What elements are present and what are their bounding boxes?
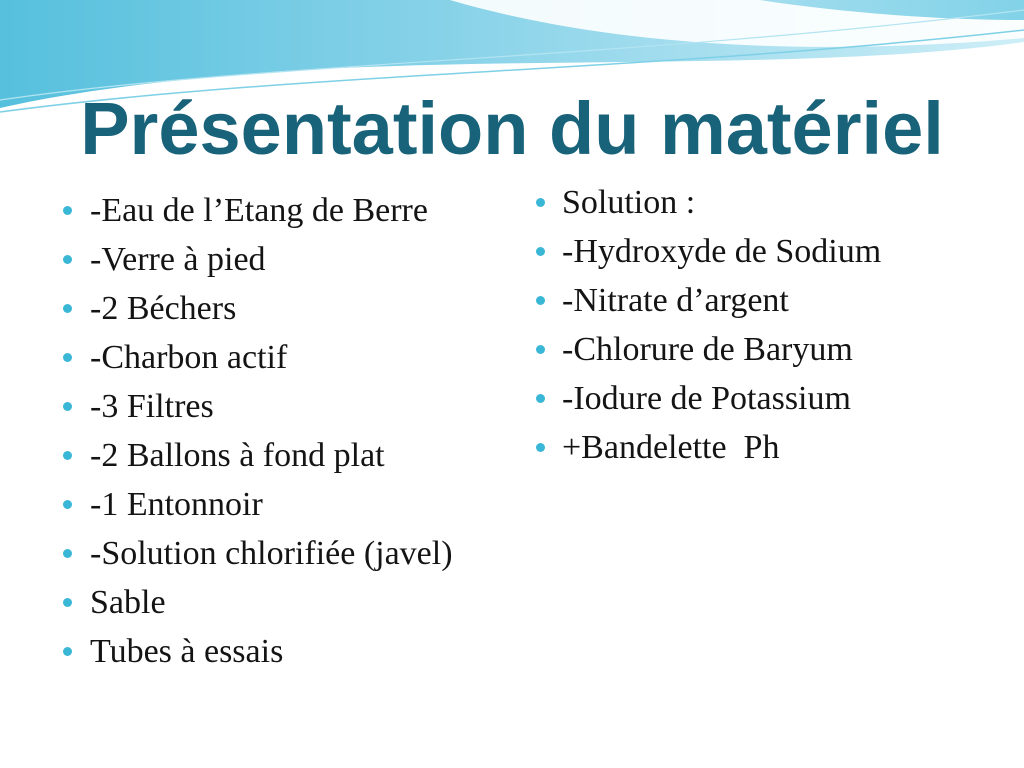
list-item-label: -2 Béchers — [90, 290, 237, 327]
list-item — [536, 276, 881, 325]
list-item-label: -Charbon actif — [90, 339, 288, 376]
list-item-label: -3 Filtres — [90, 388, 214, 425]
bullet-icon — [63, 255, 72, 264]
list-item-label: -Solution chlorifiée (javel) — [90, 535, 453, 572]
bullet-icon — [63, 647, 72, 656]
list-item-label: +Bandelette Ph — [562, 429, 780, 466]
list-item — [536, 178, 881, 227]
list-item-label: -Iodure de Potassium — [562, 380, 851, 417]
list-item — [63, 431, 453, 480]
bullet-icon — [536, 247, 545, 256]
list-item — [536, 227, 881, 276]
bullet-icon — [63, 206, 72, 215]
list-item-label: Solution : — [562, 184, 696, 221]
list-item-label: -Verre à pied — [90, 241, 266, 278]
list-item-label: -1 Entonnoir — [90, 486, 263, 523]
list-item-label: Sable — [90, 584, 166, 621]
bullet-icon — [63, 500, 72, 509]
list-item — [63, 480, 453, 529]
list-item — [63, 529, 453, 578]
bullet-icon — [63, 451, 72, 460]
slide-title: Présentation du matériel — [80, 87, 944, 170]
list-item — [63, 578, 453, 627]
list-item-label: Tubes à essais — [90, 633, 284, 670]
list-item-label: -Hydroxyde de Sodium — [562, 233, 882, 270]
list-item — [63, 627, 453, 676]
bullet-icon — [63, 402, 72, 411]
bullet-icon — [536, 345, 545, 354]
bullet-icon — [536, 296, 545, 305]
list-item-label: -Eau de l’Etang de Berre — [90, 192, 428, 229]
list-item — [536, 374, 881, 423]
list-item — [536, 423, 881, 472]
bullet-icon — [536, 443, 545, 452]
bullet-icon — [63, 549, 72, 558]
bullet-icon — [63, 353, 72, 362]
list-item — [63, 382, 453, 431]
list-item — [63, 186, 453, 235]
bullet-icon — [536, 198, 545, 207]
list-item-label: -Chlorure de Baryum — [562, 331, 853, 368]
bullet-icon — [536, 394, 545, 403]
list-item-label: -Nitrate d’argent — [562, 282, 789, 319]
list-item — [63, 284, 453, 333]
list-item — [63, 333, 453, 382]
solution-list — [536, 178, 881, 472]
list-item-label: -2 Ballons à fond plat — [90, 437, 385, 474]
bullet-icon — [63, 304, 72, 313]
bullet-icon — [63, 598, 72, 607]
equipment-list — [63, 186, 453, 676]
list-item — [536, 325, 881, 374]
list-item — [63, 235, 453, 284]
